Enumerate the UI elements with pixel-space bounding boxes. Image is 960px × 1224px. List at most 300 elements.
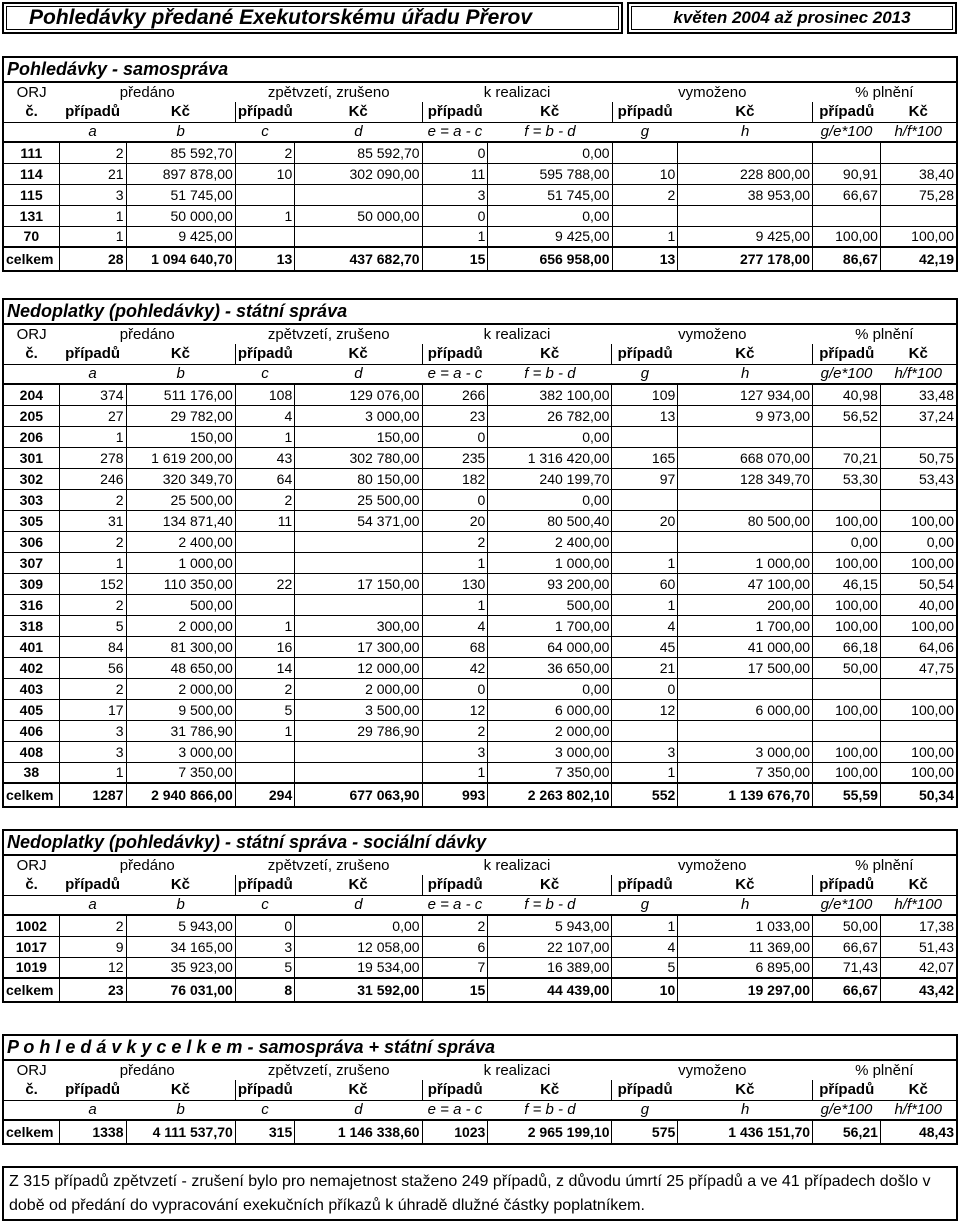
- table-cell: 100,00: [880, 699, 956, 720]
- table-cell: 80 150,00: [295, 468, 422, 489]
- table-cell: 406: [4, 720, 59, 741]
- table-cell: 93 200,00: [488, 573, 612, 594]
- total-cell: celkem: [4, 978, 59, 1001]
- table-row: [4, 163, 956, 184]
- table-cell: 316: [4, 594, 59, 615]
- table-cell: 0: [422, 678, 488, 699]
- total-cell: 677 063,90: [295, 783, 422, 806]
- formula-label: g: [612, 895, 678, 915]
- table-cell: 23: [422, 405, 488, 426]
- formula-label: h: [678, 1100, 813, 1120]
- subcol-kc: Kč: [295, 344, 422, 364]
- col-predano: předáno: [119, 84, 175, 101]
- table-cell: [813, 489, 881, 510]
- table-cell: 3: [59, 741, 126, 762]
- table-row: [4, 142, 956, 163]
- total-cell: 42,19: [880, 247, 956, 270]
- total-cell: celkem: [4, 783, 59, 806]
- table-cell: [612, 205, 678, 226]
- subcol-kc: Kč: [880, 102, 956, 122]
- table-cell: 0,00: [880, 531, 956, 552]
- col-orj: ORJ: [16, 1062, 47, 1079]
- table-cell: 131: [4, 205, 59, 226]
- table-cell: 17 500,00: [678, 657, 813, 678]
- table-cell: 0: [422, 142, 488, 163]
- table-cell: 17 300,00: [295, 636, 422, 657]
- table-cell: 9 425,00: [126, 226, 235, 247]
- table-cell: 22: [235, 573, 294, 594]
- subcol-pripadu: případů: [59, 1080, 126, 1100]
- table-cell: 12 058,00: [295, 936, 422, 957]
- formula-label: a: [59, 1100, 126, 1120]
- table-cell: 25 500,00: [295, 489, 422, 510]
- table-cell: 5 943,00: [126, 915, 235, 936]
- table-cell: [612, 720, 678, 741]
- table-cell: 100,00: [813, 226, 881, 247]
- total-cell: 315: [235, 1120, 294, 1143]
- subcol-kc: Kč: [295, 875, 422, 895]
- subcol-pripadu: případů: [422, 344, 488, 364]
- table-cell: 14: [235, 657, 294, 678]
- total-cell: 56,21: [813, 1120, 881, 1143]
- subcol-kc: Kč: [880, 344, 956, 364]
- table-cell: 5 943,00: [488, 915, 612, 936]
- table-cell: 0: [422, 426, 488, 447]
- subcol-kc: Kč: [488, 344, 612, 364]
- total-cell: 15: [422, 247, 488, 270]
- table-cell: 1: [422, 226, 488, 247]
- total-cell: 19 297,00: [678, 978, 813, 1001]
- total-cell: 15: [422, 978, 488, 1001]
- table-cell: 21: [612, 657, 678, 678]
- footnote: Z 315 případů zpětvzetí - zrušení bylo pro nemajetnost staženo 249 případů, z důvodu úmrtí 25 případů a ve 41 případech došlo v době od předání do vypracování exekučních příkazů k úhradě dlužné částky poplatníkem.: [2, 1166, 958, 1221]
- table-cell: 595 788,00: [488, 163, 612, 184]
- total-cell: 4 111 537,70: [126, 1120, 235, 1143]
- col-predano: předáno: [119, 1062, 175, 1079]
- total-cell: 10: [612, 978, 678, 1001]
- col-orj: ORJ: [16, 326, 47, 343]
- table-cell: 100,00: [813, 762, 881, 783]
- table-cell: 200,00: [678, 594, 813, 615]
- total-cell: 31 592,00: [295, 978, 422, 1001]
- table-cell: 5: [612, 957, 678, 978]
- col-c: č.: [4, 875, 59, 895]
- col-orj: ORJ: [16, 84, 47, 101]
- table-cell: [295, 552, 422, 573]
- table-cell: 307: [4, 552, 59, 573]
- table-row: [4, 205, 956, 226]
- table-row: [4, 594, 956, 615]
- table-cell: 1: [59, 552, 126, 573]
- subcol-pripadu: případů: [235, 1080, 294, 1100]
- table-cell: 1: [422, 762, 488, 783]
- col-orj: ORJ: [16, 857, 47, 874]
- table-cell: 100,00: [880, 741, 956, 762]
- table-cell: 50,00: [813, 657, 881, 678]
- table-cell: 3: [422, 184, 488, 205]
- table-cell: 302: [4, 468, 59, 489]
- table-cell: 48 650,00: [126, 657, 235, 678]
- subcol-kc: Kč: [488, 1080, 612, 1100]
- subcol-kc: Kč: [126, 344, 235, 364]
- table-cell: 75,28: [880, 184, 956, 205]
- table-row: [4, 552, 956, 573]
- table-cell: 1: [235, 615, 294, 636]
- table-cell: 51 745,00: [126, 184, 235, 205]
- table-cell: 16 389,00: [488, 957, 612, 978]
- table-cell: [612, 489, 678, 510]
- table-cell: 2: [59, 142, 126, 163]
- subcol-pripadu: případů: [422, 102, 488, 122]
- table-cell: 100,00: [880, 510, 956, 531]
- table-cell: 278: [59, 447, 126, 468]
- table-cell: 3 500,00: [295, 699, 422, 720]
- table-cell: 110 350,00: [126, 573, 235, 594]
- total-cell: 13: [612, 247, 678, 270]
- table-cell: 9 973,00: [678, 405, 813, 426]
- table-row: [4, 678, 956, 699]
- section-title: Nedoplatky (pohledávky) - státní správa: [4, 300, 956, 324]
- table-cell: 17 150,00: [295, 573, 422, 594]
- table-cell: [813, 142, 881, 163]
- formula-label: h: [678, 895, 813, 915]
- table-cell: 114: [4, 163, 59, 184]
- subcol-pripadu: případů: [612, 102, 678, 122]
- table-cell: 26 782,00: [488, 405, 612, 426]
- table-cell: 511 176,00: [126, 384, 235, 405]
- col-vymozeno: vymoženo: [678, 1062, 747, 1079]
- formula-label: h/f*100: [880, 1100, 956, 1120]
- table-cell: 1: [59, 426, 126, 447]
- table-cell: 9 425,00: [678, 226, 813, 247]
- table-cell: 1: [612, 915, 678, 936]
- table-cell: [295, 762, 422, 783]
- table-cell: [678, 142, 813, 163]
- total-cell: 993: [422, 783, 488, 806]
- table-cell: 1: [612, 762, 678, 783]
- table-cell: [678, 678, 813, 699]
- table-cell: 11: [235, 510, 294, 531]
- table-cell: 128 349,70: [678, 468, 813, 489]
- table-cell: 130: [422, 573, 488, 594]
- table-cell: 1: [59, 226, 126, 247]
- table-cell: 100,00: [813, 510, 881, 531]
- table-cell: 100,00: [880, 226, 956, 247]
- table-cell: [235, 594, 294, 615]
- table-cell: 36 650,00: [488, 657, 612, 678]
- table-cell: [880, 205, 956, 226]
- table-cell: 2: [59, 915, 126, 936]
- col-c: č.: [4, 1080, 59, 1100]
- col-predano: předáno: [119, 326, 175, 343]
- table-row: [4, 936, 956, 957]
- table-cell: 4: [612, 936, 678, 957]
- table-cell: 5: [59, 615, 126, 636]
- total-cell: 1 139 676,70: [678, 783, 813, 806]
- table-cell: [295, 531, 422, 552]
- section-samosprava: [2, 56, 958, 272]
- table-cell: 100,00: [880, 615, 956, 636]
- table-cell: 70: [4, 226, 59, 247]
- total-cell: 1 436 151,70: [678, 1120, 813, 1143]
- formula-label: c: [235, 1100, 294, 1120]
- table-cell: 13: [612, 405, 678, 426]
- formula-label: h/f*100: [880, 364, 956, 384]
- table-cell: 0,00: [488, 426, 612, 447]
- table-cell: 12: [59, 957, 126, 978]
- table-cell: 300,00: [295, 615, 422, 636]
- table-cell: 897 878,00: [126, 163, 235, 184]
- table-cell: 165: [612, 447, 678, 468]
- table-row: [4, 915, 956, 936]
- table-cell: 53,43: [880, 468, 956, 489]
- table-cell: 60: [612, 573, 678, 594]
- formula-label: b: [126, 895, 235, 915]
- table-cell: 2 400,00: [488, 531, 612, 552]
- subcol-kc: Kč: [880, 875, 956, 895]
- table-cell: 405: [4, 699, 59, 720]
- table-cell: 1 316 420,00: [488, 447, 612, 468]
- table-cell: 3: [612, 741, 678, 762]
- table-cell: [678, 205, 813, 226]
- total-cell: 66,67: [813, 978, 881, 1001]
- table-cell: 1: [422, 594, 488, 615]
- table-cell: 0,00: [488, 489, 612, 510]
- table-cell: 305: [4, 510, 59, 531]
- total-cell: 44 439,00: [488, 978, 612, 1001]
- table-cell: 2: [59, 489, 126, 510]
- table-cell: 309: [4, 573, 59, 594]
- table-cell: 20: [422, 510, 488, 531]
- subcol-kc: Kč: [678, 875, 813, 895]
- table-cell: 320 349,70: [126, 468, 235, 489]
- table-cell: 382 100,00: [488, 384, 612, 405]
- table-cell: 47,75: [880, 657, 956, 678]
- table-cell: 9 425,00: [488, 226, 612, 247]
- subcol-pripadu: případů: [422, 1080, 488, 1100]
- table-cell: 64: [235, 468, 294, 489]
- table-cell: 2 000,00: [126, 678, 235, 699]
- total-cell: 43,42: [880, 978, 956, 1001]
- formula-label: h: [678, 122, 813, 142]
- table-cell: 31 786,90: [126, 720, 235, 741]
- table-cell: 150,00: [126, 426, 235, 447]
- table-row: [4, 531, 956, 552]
- total-cell: 575: [612, 1120, 678, 1143]
- table-cell: 81 300,00: [126, 636, 235, 657]
- table-cell: 0,00: [488, 678, 612, 699]
- table-cell: 50,00: [813, 915, 881, 936]
- table-cell: 408: [4, 741, 59, 762]
- table-cell: 64,06: [880, 636, 956, 657]
- col-plneni: % plnění: [855, 326, 914, 343]
- subcol-kc: Kč: [880, 1080, 956, 1100]
- total-cell: celkem: [4, 247, 59, 270]
- table-cell: 20: [612, 510, 678, 531]
- table-row: [4, 226, 956, 247]
- table-cell: 11 369,00: [678, 936, 813, 957]
- table-cell: 402: [4, 657, 59, 678]
- formula-label: g: [612, 122, 678, 142]
- table-cell: 3 000,00: [678, 741, 813, 762]
- table-cell: 0: [422, 489, 488, 510]
- table-cell: 1002: [4, 915, 59, 936]
- table-cell: 1: [612, 594, 678, 615]
- table-cell: 1017: [4, 936, 59, 957]
- col-k-realizaci: k realizaci: [483, 84, 551, 101]
- table-cell: 111: [4, 142, 59, 163]
- table-cell: [235, 226, 294, 247]
- table-cell: 235: [422, 447, 488, 468]
- total-cell: 2 940 866,00: [126, 783, 235, 806]
- table-cell: 5: [235, 957, 294, 978]
- table-cell: 301: [4, 447, 59, 468]
- table-cell: 1 000,00: [488, 552, 612, 573]
- formula-label: g: [612, 1100, 678, 1120]
- table-cell: 3: [59, 184, 126, 205]
- col-zpetvzeti: zpětvzetí, zrušeno: [267, 1062, 390, 1079]
- table-cell: 54 371,00: [295, 510, 422, 531]
- total-row: [4, 1120, 956, 1143]
- table-cell: 19 534,00: [295, 957, 422, 978]
- table-cell: 56: [59, 657, 126, 678]
- table-cell: [678, 426, 813, 447]
- table-cell: 45: [612, 636, 678, 657]
- table-cell: [813, 426, 881, 447]
- table-cell: 500,00: [126, 594, 235, 615]
- table-cell: 51 745,00: [488, 184, 612, 205]
- col-plneni: % plnění: [855, 857, 914, 874]
- total-cell: 55,59: [813, 783, 881, 806]
- table-cell: 0: [422, 205, 488, 226]
- subcol-kc: Kč: [488, 102, 612, 122]
- table-cell: [880, 142, 956, 163]
- table-cell: 68: [422, 636, 488, 657]
- table-cell: 53,30: [813, 468, 881, 489]
- formula-label: e = a - c: [422, 122, 488, 142]
- table-cell: 50 000,00: [295, 205, 422, 226]
- table-row: [4, 573, 956, 594]
- table-cell: 46,15: [813, 573, 881, 594]
- total-cell: 48,43: [880, 1120, 956, 1143]
- formula-label: e = a - c: [422, 364, 488, 384]
- table-cell: [295, 184, 422, 205]
- section-title: Nedoplatky (pohledávky) - státní správa - sociální dávky: [4, 831, 956, 855]
- table-cell: 100,00: [880, 552, 956, 573]
- table-cell: 401: [4, 636, 59, 657]
- subcol-kc: Kč: [295, 1080, 422, 1100]
- table-cell: 100,00: [813, 552, 881, 573]
- table-cell: 2: [59, 678, 126, 699]
- table-cell: 40,98: [813, 384, 881, 405]
- table-cell: 71,43: [813, 957, 881, 978]
- col-vymozeno: vymoženo: [678, 326, 747, 343]
- formula-label: c: [235, 364, 294, 384]
- table-cell: 17: [59, 699, 126, 720]
- table-cell: 6 895,00: [678, 957, 813, 978]
- table-cell: 33,48: [880, 384, 956, 405]
- table-cell: 3: [235, 936, 294, 957]
- table-cell: 302 780,00: [295, 447, 422, 468]
- total-cell: celkem: [4, 1120, 59, 1143]
- subcol-kc: Kč: [126, 102, 235, 122]
- table-cell: 266: [422, 384, 488, 405]
- table-row: [4, 510, 956, 531]
- table-cell: 47 100,00: [678, 573, 813, 594]
- col-k-realizaci: k realizaci: [483, 1062, 551, 1079]
- table-cell: 100,00: [813, 615, 881, 636]
- table-cell: 80 500,00: [678, 510, 813, 531]
- table-cell: 108: [235, 384, 294, 405]
- total-cell: 656 958,00: [488, 247, 612, 270]
- table-cell: [612, 142, 678, 163]
- total-row: [4, 247, 956, 270]
- table-cell: 302 090,00: [295, 163, 422, 184]
- total-cell: 2 965 199,10: [488, 1120, 612, 1143]
- subcol-pripadu: případů: [235, 102, 294, 122]
- table-cell: 38: [4, 762, 59, 783]
- table-cell: 2: [612, 184, 678, 205]
- subcol-kc: Kč: [678, 102, 813, 122]
- table-cell: [678, 489, 813, 510]
- table-cell: 51,43: [880, 936, 956, 957]
- table-cell: 0,00: [488, 142, 612, 163]
- total-cell: 2 263 802,10: [488, 783, 612, 806]
- table-cell: 85 592,70: [126, 142, 235, 163]
- total-cell: 13: [235, 247, 294, 270]
- subcol-pripadu: případů: [59, 875, 126, 895]
- formula-label: g/e*100: [813, 122, 881, 142]
- total-cell: 23: [59, 978, 126, 1001]
- table-cell: 150,00: [295, 426, 422, 447]
- table-cell: 100,00: [813, 594, 881, 615]
- table-row: [4, 636, 956, 657]
- subcol-kc: Kč: [678, 344, 813, 364]
- table-cell: 204: [4, 384, 59, 405]
- col-plneni: % plnění: [855, 1062, 914, 1079]
- subcol-pripadu: případů: [235, 875, 294, 895]
- table-cell: 0,00: [295, 915, 422, 936]
- table-cell: [880, 720, 956, 741]
- table-cell: 206: [4, 426, 59, 447]
- table-cell: 50 000,00: [126, 205, 235, 226]
- formula-label: c: [235, 895, 294, 915]
- total-cell: 1023: [422, 1120, 488, 1143]
- subcol-pripadu: případů: [612, 875, 678, 895]
- table-cell: 97: [612, 468, 678, 489]
- table-cell: [295, 594, 422, 615]
- total-cell: 294: [235, 783, 294, 806]
- table-cell: 3: [422, 741, 488, 762]
- table-cell: 9 500,00: [126, 699, 235, 720]
- subcol-pripadu: případů: [612, 344, 678, 364]
- formula-label: a: [59, 122, 126, 142]
- table-cell: 403: [4, 678, 59, 699]
- table-cell: 0: [235, 915, 294, 936]
- table-cell: [880, 489, 956, 510]
- table-cell: 70,21: [813, 447, 881, 468]
- table-row: [4, 615, 956, 636]
- formula-label: g/e*100: [813, 895, 881, 915]
- table-cell: 9: [59, 936, 126, 957]
- total-cell: 86,67: [813, 247, 881, 270]
- subcol-pripadu: případů: [612, 1080, 678, 1100]
- table-cell: 66,67: [813, 184, 881, 205]
- table-cell: 2: [235, 678, 294, 699]
- table-cell: 7 350,00: [488, 762, 612, 783]
- formula-label: f = b - d: [488, 1100, 612, 1120]
- formula-label: h: [678, 364, 813, 384]
